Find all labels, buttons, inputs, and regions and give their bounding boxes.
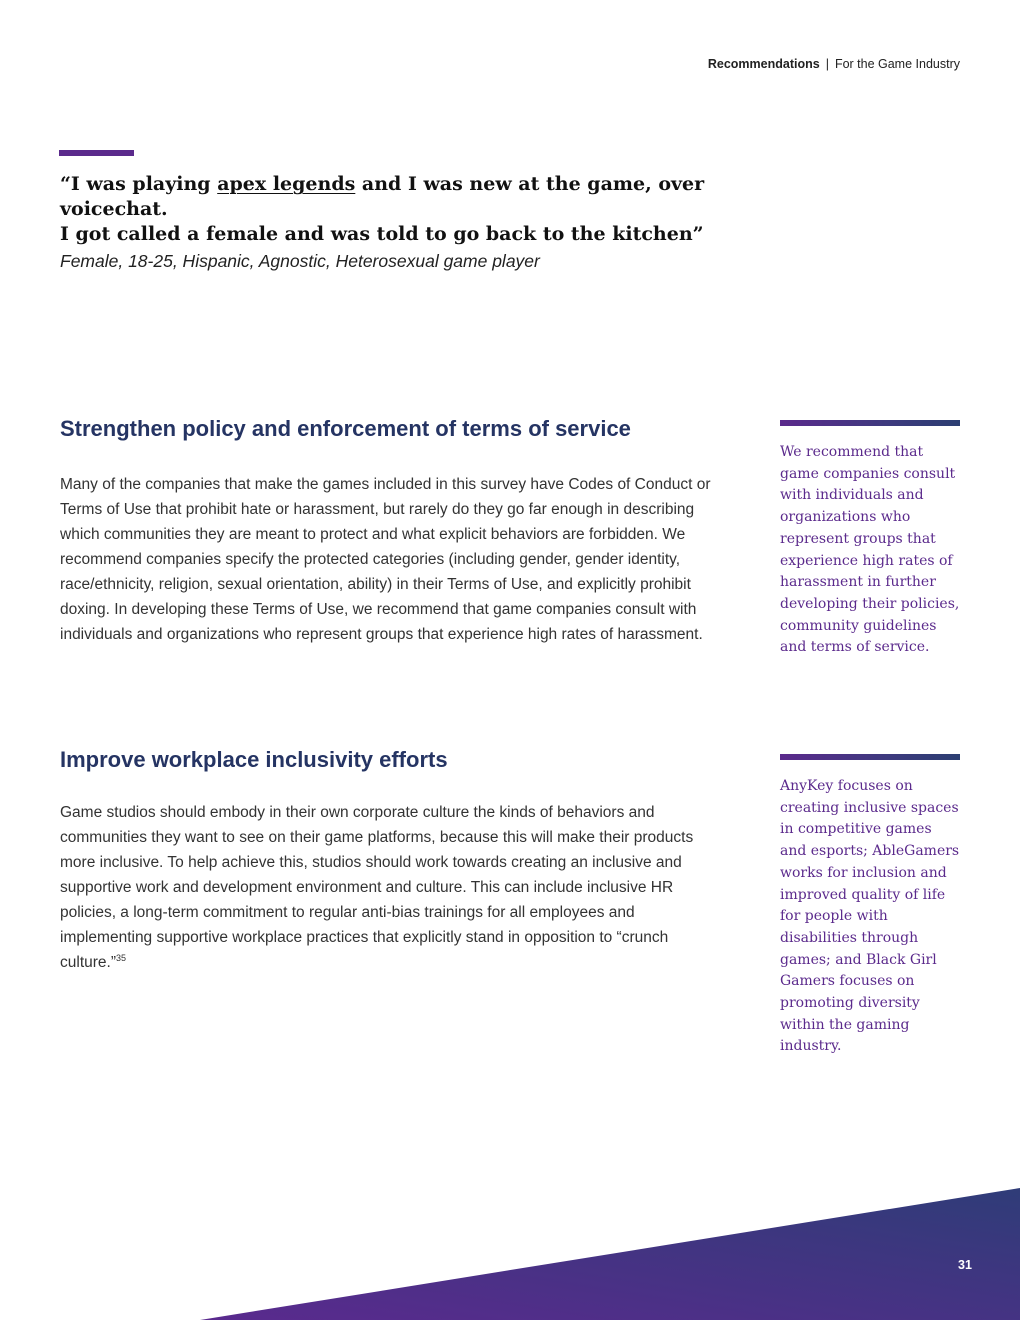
quote-attribution: Female, 18-25, Hispanic, Agnostic, Heterosexual game player [60,251,540,271]
sidebar-callout-policy: We recommend that game companies consult with individuals and organizations who represent groups that experience high rates of harassment in further developing their policies, community guidelines and terms of service. [780,444,960,656]
header-subsection: For the Game Industry [834,57,960,71]
quote-text-line1-end: and I was new at the game, over voicechat. [60,173,705,220]
quote-text-start: “I was playing [60,173,218,195]
page-number: 31 [958,1258,972,1272]
quote-text-line2: I got called a female and was told to go back to the kitchen” [60,223,704,245]
header-separator: | [825,57,829,71]
sidebar-callout-workplace: AnyKey focuses on creating inclusive spaces in competitive games and esports; AbleGamers works for inclusion and improved quality of life for people with disabilities through games; and Black Girl Gamers focuses on promoting diversity within the gaming industry. [780,778,960,1055]
header-section: Recommendations [707,57,820,71]
quote-underlined-game-title: apex legends [217,173,356,195]
section-body-workplace-text: Game studios should embody in their own corporate culture the kinds of behaviors and communities they want to see on their game platforms, because this will make their products more inclusive. To help achieve this, studios should work towards creating an inclusive and supportive work and development environment and culture. This can include inclusive HR policies, a long-term commitment to regular anti-bias trainings for all employees and implementing supportive workplace practices that explicitly stand in opposition to “crunch culture.” [60,804,694,971]
footnote-marker: 35 [116,952,127,963]
section-body-policy: Many of the companies that make the games included in this survey have Codes of Conduct or Terms of Use that prohibit hate or harassment, but rarely do they go far enough in describing which communities they are meant to protect and what explicit behaviors are forbidden. We recommend companies specify the protected categories (including gender, gender identity, race/ethnicity, religion, sexual orientation, ability) in their Terms of Use, and explicitly prohibit doxing. In developing these Terms of Use, we recommend that game companies consult with individuals and organizations who represent groups that experience high rates of harassment. [60,476,711,643]
section-heading-policy: Strengthen policy and enforcement of terms of service [60,416,631,441]
section-heading-workplace: Improve workplace inclusivity efforts [60,747,448,772]
